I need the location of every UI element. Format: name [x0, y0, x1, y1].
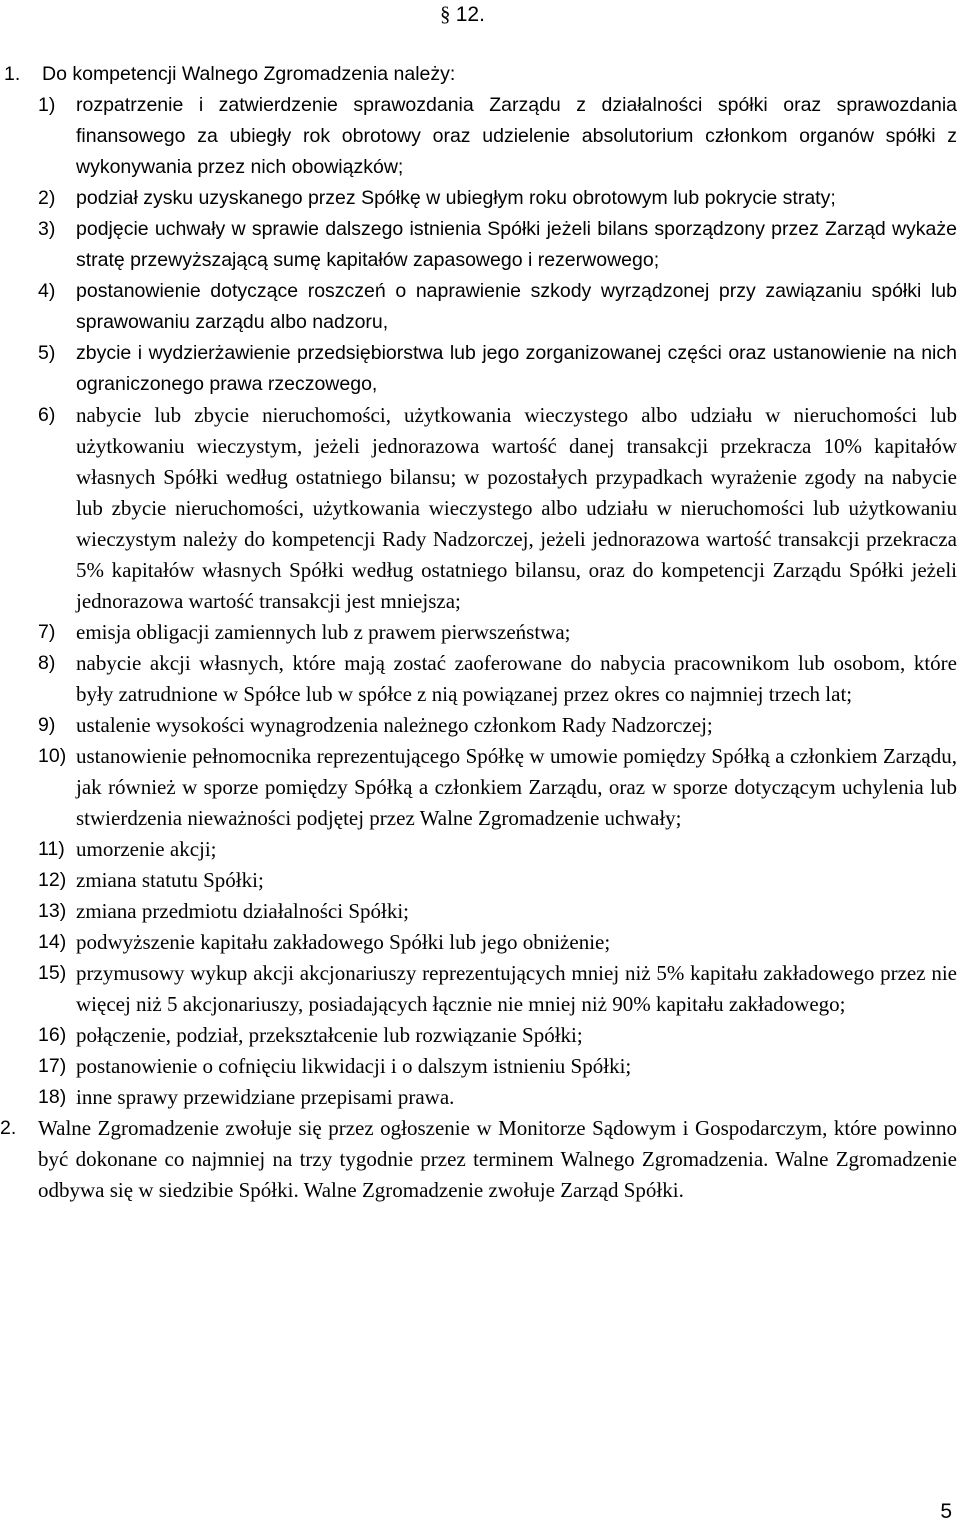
list-item-text: podjęcie uchwały w sprawie dalszego istnienia Spółki jeżeli bilans sporządzony przez Zarząd wykaże stratę przewyższającą sumę kapitałów zapasowego i rezerwowego;	[76, 218, 957, 271]
list-item-number: 8)	[38, 652, 56, 674]
list-item-text: postanowienie dotyczące roszczeń o naprawienie szkody wyrządzonej przy zawiązaniu spółki lub sprawowaniu zarządu albo nadzoru,	[76, 280, 957, 333]
list-item-text: emisja obligacji zamiennych lub z prawem pierwszeństwa;	[76, 620, 571, 644]
list-item-number: 18)	[38, 1086, 67, 1108]
document-body	[0, 59, 957, 1206]
list-item-text: nabycie akcji własnych, które mają zostać zaoferowane do nabycia pracownikom lub osobom, które były zatrudnione w Spółce lub w spółce z nią powiązanej przez okres co najmniej trzech lat;	[76, 651, 957, 706]
list-item-number: 12)	[38, 869, 67, 891]
list-item	[38, 276, 957, 338]
list-item-number: 7)	[38, 621, 56, 643]
page-number: 5	[940, 1500, 952, 1523]
list-item	[38, 648, 957, 710]
list-item-text: ustalenie wysokości wynagrodzenia należnego członkom Rady Nadzorczej;	[76, 713, 713, 737]
section-2	[0, 1113, 957, 1206]
list-item	[38, 183, 957, 214]
list-item-number: 3)	[38, 218, 56, 240]
competence-list	[38, 90, 957, 1113]
section-1-intro-row	[0, 59, 957, 90]
list-item-number: 14)	[38, 931, 67, 953]
section-number: 2.	[0, 1117, 17, 1139]
list-item	[38, 896, 957, 927]
list-item-number: 4)	[38, 280, 56, 302]
list-item-text: podwyższenie kapitału zakładowego Spółki lub jego obniżenie;	[76, 930, 611, 954]
list-item	[38, 834, 957, 865]
section-intro: Do kompetencji Walnego Zgromadzenia należy:	[42, 63, 456, 85]
list-item-text: ustanowienie pełnomocnika reprezentującego Spółkę w umowie pomiędzy Spółką a członkiem Zarządu, jak również w sporze pomiędzy Spółką a członkiem Zarządu, oraz w sporze dotyczącym uchylenia lub stwierdzenia nieważności podjętej przez Walne Zgromadzenie uchwały;	[76, 744, 957, 830]
list-item	[38, 1082, 957, 1113]
list-item-number: 5)	[38, 342, 56, 364]
list-item	[38, 710, 957, 741]
list-item	[38, 90, 957, 183]
list-item-number: 1)	[38, 94, 56, 116]
section-1	[0, 59, 957, 1113]
list-item	[38, 400, 957, 617]
list-item-text: podział zysku uzyskanego przez Spółkę w ubiegłym roku obrotowym lub pokrycie straty;	[76, 187, 836, 209]
list-item-number: 9)	[38, 714, 56, 736]
list-item-text: przymusowy wykup akcji akcjonariuszy reprezentujących mniej niż 5% kapitału zakładowego przez nie więcej niż 5 akcjonariuszy, posiadających łącznie nie mniej niż 90% kapitału zakładowego;	[76, 961, 957, 1016]
list-item	[38, 865, 957, 896]
section-2-row	[0, 1113, 957, 1206]
list-item-text: zbycie i wydzierżawienie przedsiębiorstwa lub jego zorganizowanej części oraz ustanowienie na nich ograniczonego prawa rzeczowego,	[76, 342, 957, 395]
list-item	[38, 1051, 957, 1082]
list-item-number: 11)	[38, 838, 65, 860]
section-2-text: Walne Zgromadzenie zwołuje się przez ogłoszenie w Monitorze Sądowym i Gospodarczym, które powinno być dokonane co najmniej na trzy tygodnie przez terminem Walnego Zgromadzenia. Walne Zgromadzenie odbywa się w siedzibie Spółki. Walne Zgromadzenie zwołuje Zarząd Spółki.	[38, 1116, 957, 1202]
list-item-text: połączenie, podział, przekształcenie lub rozwiązanie Spółki;	[76, 1023, 583, 1047]
list-item-number: 13)	[38, 900, 67, 922]
list-item-text: umorzenie akcji;	[76, 837, 217, 861]
paragraph-sign: §	[440, 2, 451, 26]
list-item	[38, 741, 957, 834]
list-item	[38, 958, 957, 1020]
list-item	[38, 214, 957, 276]
list-item-text: nabycie lub zbycie nieruchomości, użytkowania wieczystego albo udziału w nieruchomości lub użytkowaniu wieczystym, jeżeli jednorazowa wartość danej transakcji przekracza 10% kapitałów własnych Spółki według ostatniego bilansu; w pozostałych przypadkach wyrażenie zgody na nabycie lub zbycie nieruchomości, użytkowania wieczystego albo udziału w nieruchomości lub użytkowaniu wieczystym należy do kompetencji Rady Nadzorczej, jeżeli jednorazowa wartość transakcji przekracza 5% kapitałów własnych Spółki według ostatniego bilansu, oraz do kompetencji Zarządu Spółki jeżeli jednorazowa wartość transakcji jest mniejsza;	[76, 403, 957, 613]
list-item-number: 16)	[38, 1024, 67, 1046]
list-item	[38, 617, 957, 648]
list-item-text: postanowienie o cofnięciu likwidacji i o dalszym istnieniu Spółki;	[76, 1054, 632, 1078]
list-item	[38, 927, 957, 958]
list-item-text: inne sprawy przewidziane przepisami prawa.	[76, 1085, 455, 1109]
section-number: 1.	[4, 63, 21, 85]
paragraph-heading	[440, 0, 485, 29]
list-item-number: 10)	[38, 745, 67, 767]
list-item-number: 2)	[38, 187, 56, 209]
list-item-number: 15)	[38, 962, 67, 984]
list-item-text: rozpatrzenie i zatwierdzenie sprawozdania Zarządu z działalności spółki oraz sprawozdania finansowego za ubiegły rok obrotowy oraz udzielenie absolutorium członkom organów spółki z wykonywania przez nich obowiązków;	[76, 94, 957, 178]
list-item-number: 6)	[38, 404, 56, 426]
paragraph-number: 12.	[455, 3, 485, 26]
list-item-number: 17)	[38, 1055, 67, 1077]
list-item	[38, 1020, 957, 1051]
list-item-text: zmiana przedmiotu działalności Spółki;	[76, 899, 409, 923]
list-item	[38, 338, 957, 400]
list-item-text: zmiana statutu Spółki;	[76, 868, 264, 892]
